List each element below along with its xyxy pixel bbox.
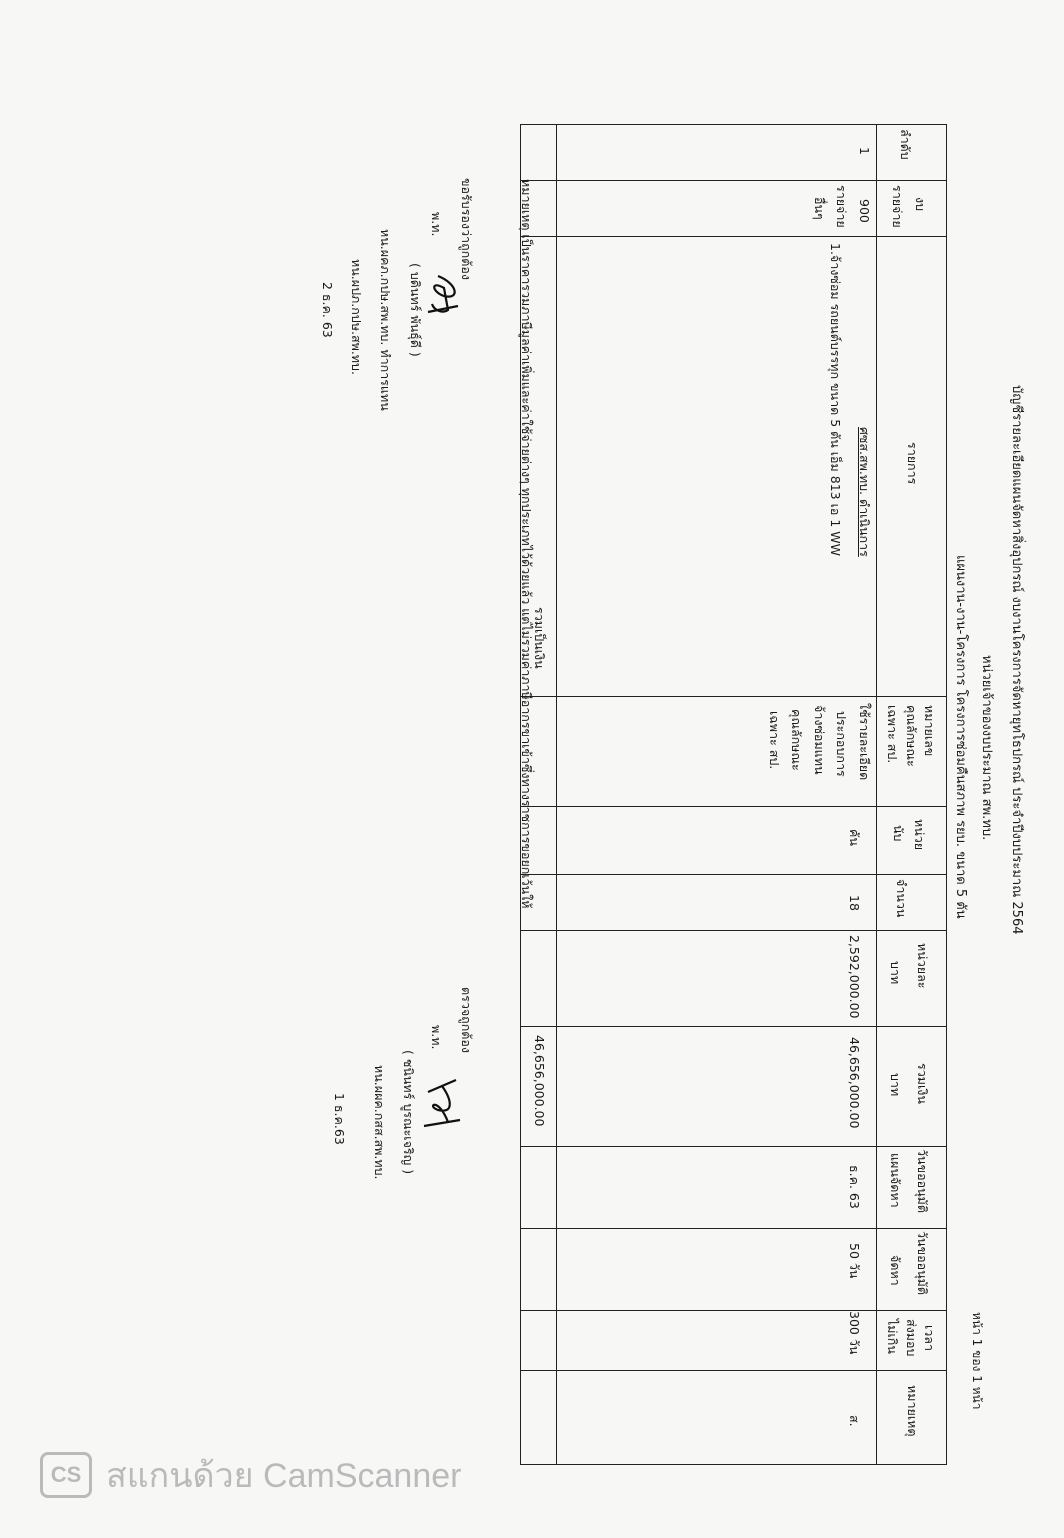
row-spec: ใช้รายละเอียด ประกอบการ จ้างซ่อมแทน คุณลักษณะ เฉพาะ สป. <box>557 697 877 807</box>
sum-empty-d <box>521 1371 557 1465</box>
plan-line: แผนงาน-งาน-โครงการ โครงการซ่อมคืนสภาพ รยบ. ขนาด 5 ตัน <box>953 555 968 919</box>
plan-table <box>520 124 947 1465</box>
header-item: รายการ <box>877 237 947 697</box>
row-approve-buy: 50 วัน <box>557 1229 877 1311</box>
header-spec: หมายเลข คุณลักษณะ เฉพาะ สป. <box>877 697 947 807</box>
row-budget: 900 รายจ่าย อื่นๆ <box>557 181 877 237</box>
right-rank: พ.ท. <box>429 1025 444 1050</box>
right-position-1: หน.ผผค.กสส.สพ.ทบ. <box>372 1065 387 1180</box>
header-delivery: เวลา ส่งมอบ ไม่เกิน <box>877 1311 947 1371</box>
note-text: เป็นราคารวมภาษีมูลค่าเพิ่มและค่าใช้จ่ายต่างๆ ทุกประเภทไว้ด้วยแล้ว แต่ไม่รวมค่าภาษีอากรขาเข้าซึ่งทางราชการขอยกเว้นให้ <box>519 230 534 909</box>
row-qty: 18 <box>557 875 877 931</box>
sum-label-cell: รวมเป็นเงิน <box>521 237 557 697</box>
right-signature <box>420 1070 468 1140</box>
header-total: รวมเงิน บาท <box>877 1027 947 1147</box>
header-row <box>877 125 947 1465</box>
header-unit: หน่วย นับ <box>877 807 947 875</box>
document-title: บัญชีรายละเอียดแผนจัดหาสิ่งอุปกรณ์ งบงานโครงการจัดหายุทโธปกรณ์ ประจำปีงบประมาณ 2564 <box>1009 385 1024 935</box>
camscanner-logo: CS <box>40 1452 92 1498</box>
header-remark: หมายเหตุ <box>877 1371 947 1465</box>
right-date: 1 ธ.ค.63 <box>332 1093 347 1145</box>
sum-empty-a <box>521 1147 557 1229</box>
budget-unit: หน่วยเจ้าของงบประมาณ สพ.ทบ. <box>979 655 994 841</box>
header-budget: งบ รายจ่าย <box>877 181 947 237</box>
header-qty: จำนวน <box>877 875 947 931</box>
header-no: ลำดับ <box>877 125 947 181</box>
table-row <box>557 125 877 1465</box>
note <box>520 179 533 909</box>
header-approve-buy: วันขออนุมัติ จัดหา <box>877 1229 947 1311</box>
sum-value-cell: 46,656,000.00 <box>521 1027 557 1147</box>
right-certify: ตรวจถูกต้อง <box>459 987 474 1054</box>
row-no: 1 <box>557 125 877 181</box>
left-position-2: หน.ผปภ.กปษ.สพ.ทบ. <box>349 259 364 375</box>
row-unit: คัน <box>557 807 877 875</box>
sum-empty-b <box>521 1229 557 1311</box>
left-certify: ขอรับรองว่าถูกต้อง <box>459 178 474 280</box>
sum-empty-c <box>521 1311 557 1371</box>
row-total: 46,656,000.00 <box>557 1027 877 1147</box>
left-rank: พ.ท. <box>429 212 444 237</box>
row-approve-plan: ธ.ค. 63 <box>557 1147 877 1229</box>
row-item: ศซส.สพ.ทบ. ดำเนินการ 1.จ้างซ่อม รถยนต์บรรทุก ขนาด 5 ตัน เอ็ม 813 เอ 1 WW <box>557 237 877 697</box>
left-position-1: หน.ผคภ.กปษ.สพ.ทบ. ทำการแทน <box>378 229 393 411</box>
right-name: ( ชนินทร์ บูรณะเจริญ ) <box>401 1050 416 1175</box>
header-unit-price: หน่วยละ บาท <box>877 931 947 1027</box>
row-unit-price: 2,592,000.00 <box>557 931 877 1027</box>
camscanner-text: สแกนด้วย CamScanner <box>106 1457 462 1495</box>
page-label: หน้า 1 ของ 1 หน้า <box>970 1312 984 1410</box>
row-delivery: 300 วัน <box>557 1311 877 1371</box>
left-name: ( บดินทร์ พันธุ์ดี ) <box>408 263 423 357</box>
header-approve-plan: วันขออนุมัติ แผนจัดหา <box>877 1147 947 1229</box>
left-date: 2 ธ.ค. 63 <box>320 282 335 338</box>
sum-empty-price <box>521 931 557 1027</box>
left-signature <box>420 270 468 340</box>
sum-empty-no <box>521 125 557 181</box>
camscanner-watermark <box>40 1452 461 1498</box>
note-label: หมายเหตุ <box>519 179 534 231</box>
row-remark: ส. <box>557 1371 877 1465</box>
